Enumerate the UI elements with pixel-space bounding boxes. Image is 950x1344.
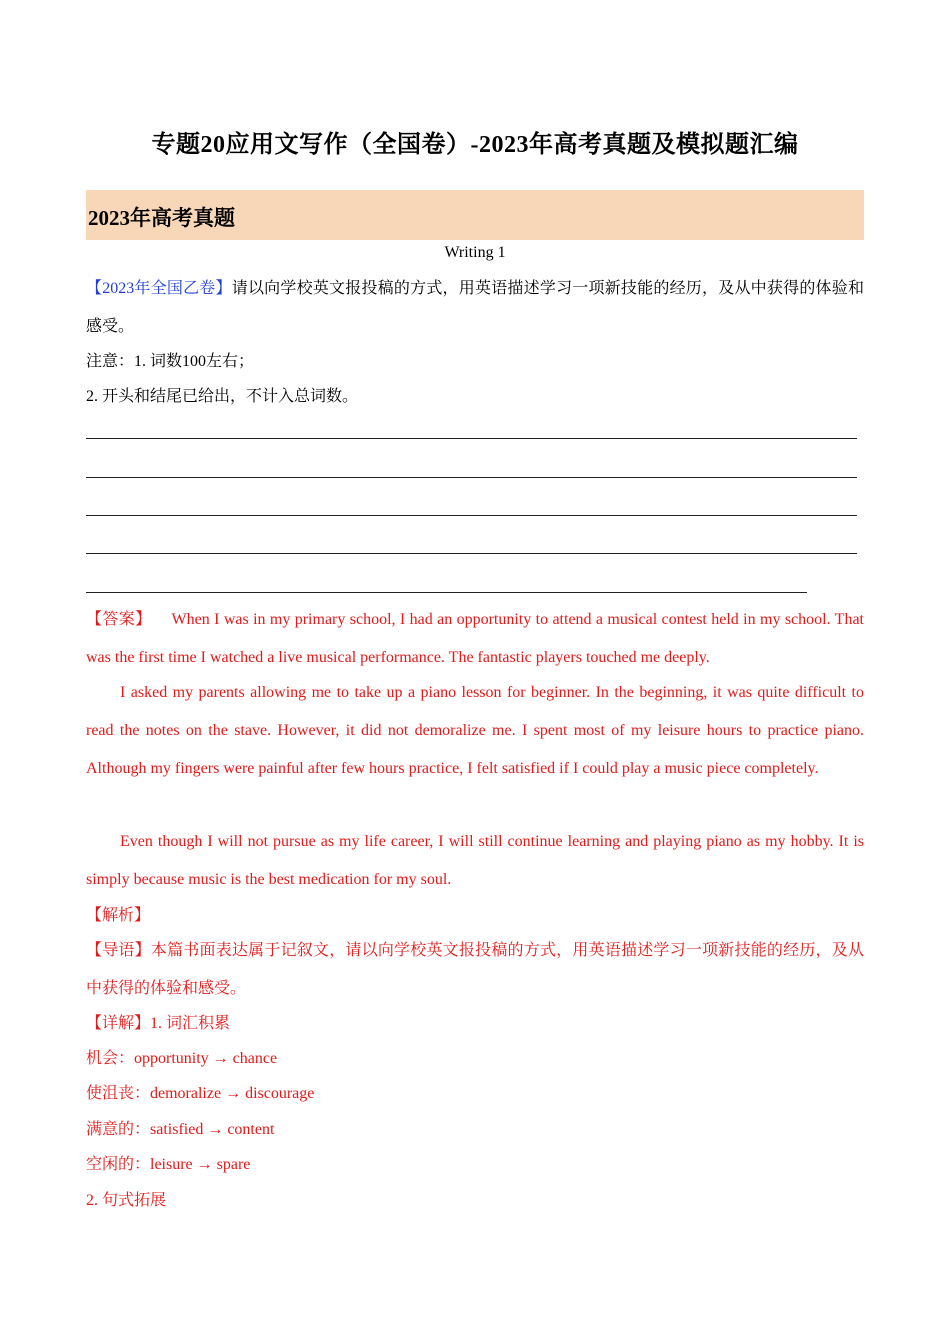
detail-head-text: 1. 词汇积累 xyxy=(150,1015,231,1032)
vocab-item: 满意的：satisfied → content xyxy=(86,1121,275,1138)
answer-text-1: When I was in my primary school, I had an opportunity to attend a musical contest held in my school. That was the first time I watched a live musical performance. The fantastic players touched me deeply. xyxy=(86,611,864,666)
answer-paragraph-1 xyxy=(86,601,864,677)
vocab-item: 机会：opportunity → chance xyxy=(86,1050,278,1067)
answer-paragraph-3: Even though I will not pursue as my life career, I will still continue learning and playing piano as my hobby. It is simply because music is the best medication for my soul. xyxy=(86,833,864,888)
question-text: 请以向学校英文报投稿的方式，用英语描述学习一项新技能的经历，及从中获得的体验和感受。 xyxy=(86,280,864,335)
vocab-item: 使沮丧：demoralize → discourage xyxy=(86,1085,315,1102)
guide-paragraph xyxy=(86,932,864,1008)
question-prompt xyxy=(86,270,864,346)
note-given-text: 2. 开头和结尾已给出，不计入总词数。 xyxy=(86,388,359,405)
answer-blank-line xyxy=(86,592,807,593)
detail-tag: 【详解】 xyxy=(86,1015,151,1032)
answer-blank-line xyxy=(86,515,857,516)
answer-blank-line xyxy=(86,553,857,554)
answer-blank-line xyxy=(86,477,857,478)
question-source-tag: 【2023年全国乙卷】 xyxy=(86,280,232,297)
guide-tag: 【导语】 xyxy=(86,942,151,959)
section-header-bar xyxy=(86,190,864,240)
note-word-count: 注意：1. 词数100左右； xyxy=(86,353,255,370)
sentence-expansion-heading: 2. 句式拓展 xyxy=(86,1192,167,1209)
guide-text: 本篇书面表达属于记叙文，请以向学校英文报投稿的方式，用英语描述学习一项新技能的经历，及从中获得的体验和感受。 xyxy=(86,942,864,997)
document-title: 专题20应用文写作（全国卷）-2023年高考真题及模拟题汇编 xyxy=(151,132,799,158)
vocab-item: 空闲的：leisure → spare xyxy=(86,1156,251,1173)
detail-heading xyxy=(86,1005,864,1043)
answer-paragraph-2: I asked my parents allowing me to take up a piano lesson for beginner. In the beginning, it was quite difficult to read the notes on the stave. However, it did not demoralize me. I spent most of my leisure hours to practice piano. Although my fingers were painful after few hours practice, I felt satisfied if I could play a music piece completely. xyxy=(86,684,864,777)
answer-tag: 【答案】 xyxy=(86,611,152,628)
writing-label: Writing 1 xyxy=(444,244,506,261)
analysis-tag: 【解析】 xyxy=(86,907,151,924)
section-title: 2023年高考真题 xyxy=(88,206,235,230)
answer-blank-line xyxy=(86,438,857,439)
